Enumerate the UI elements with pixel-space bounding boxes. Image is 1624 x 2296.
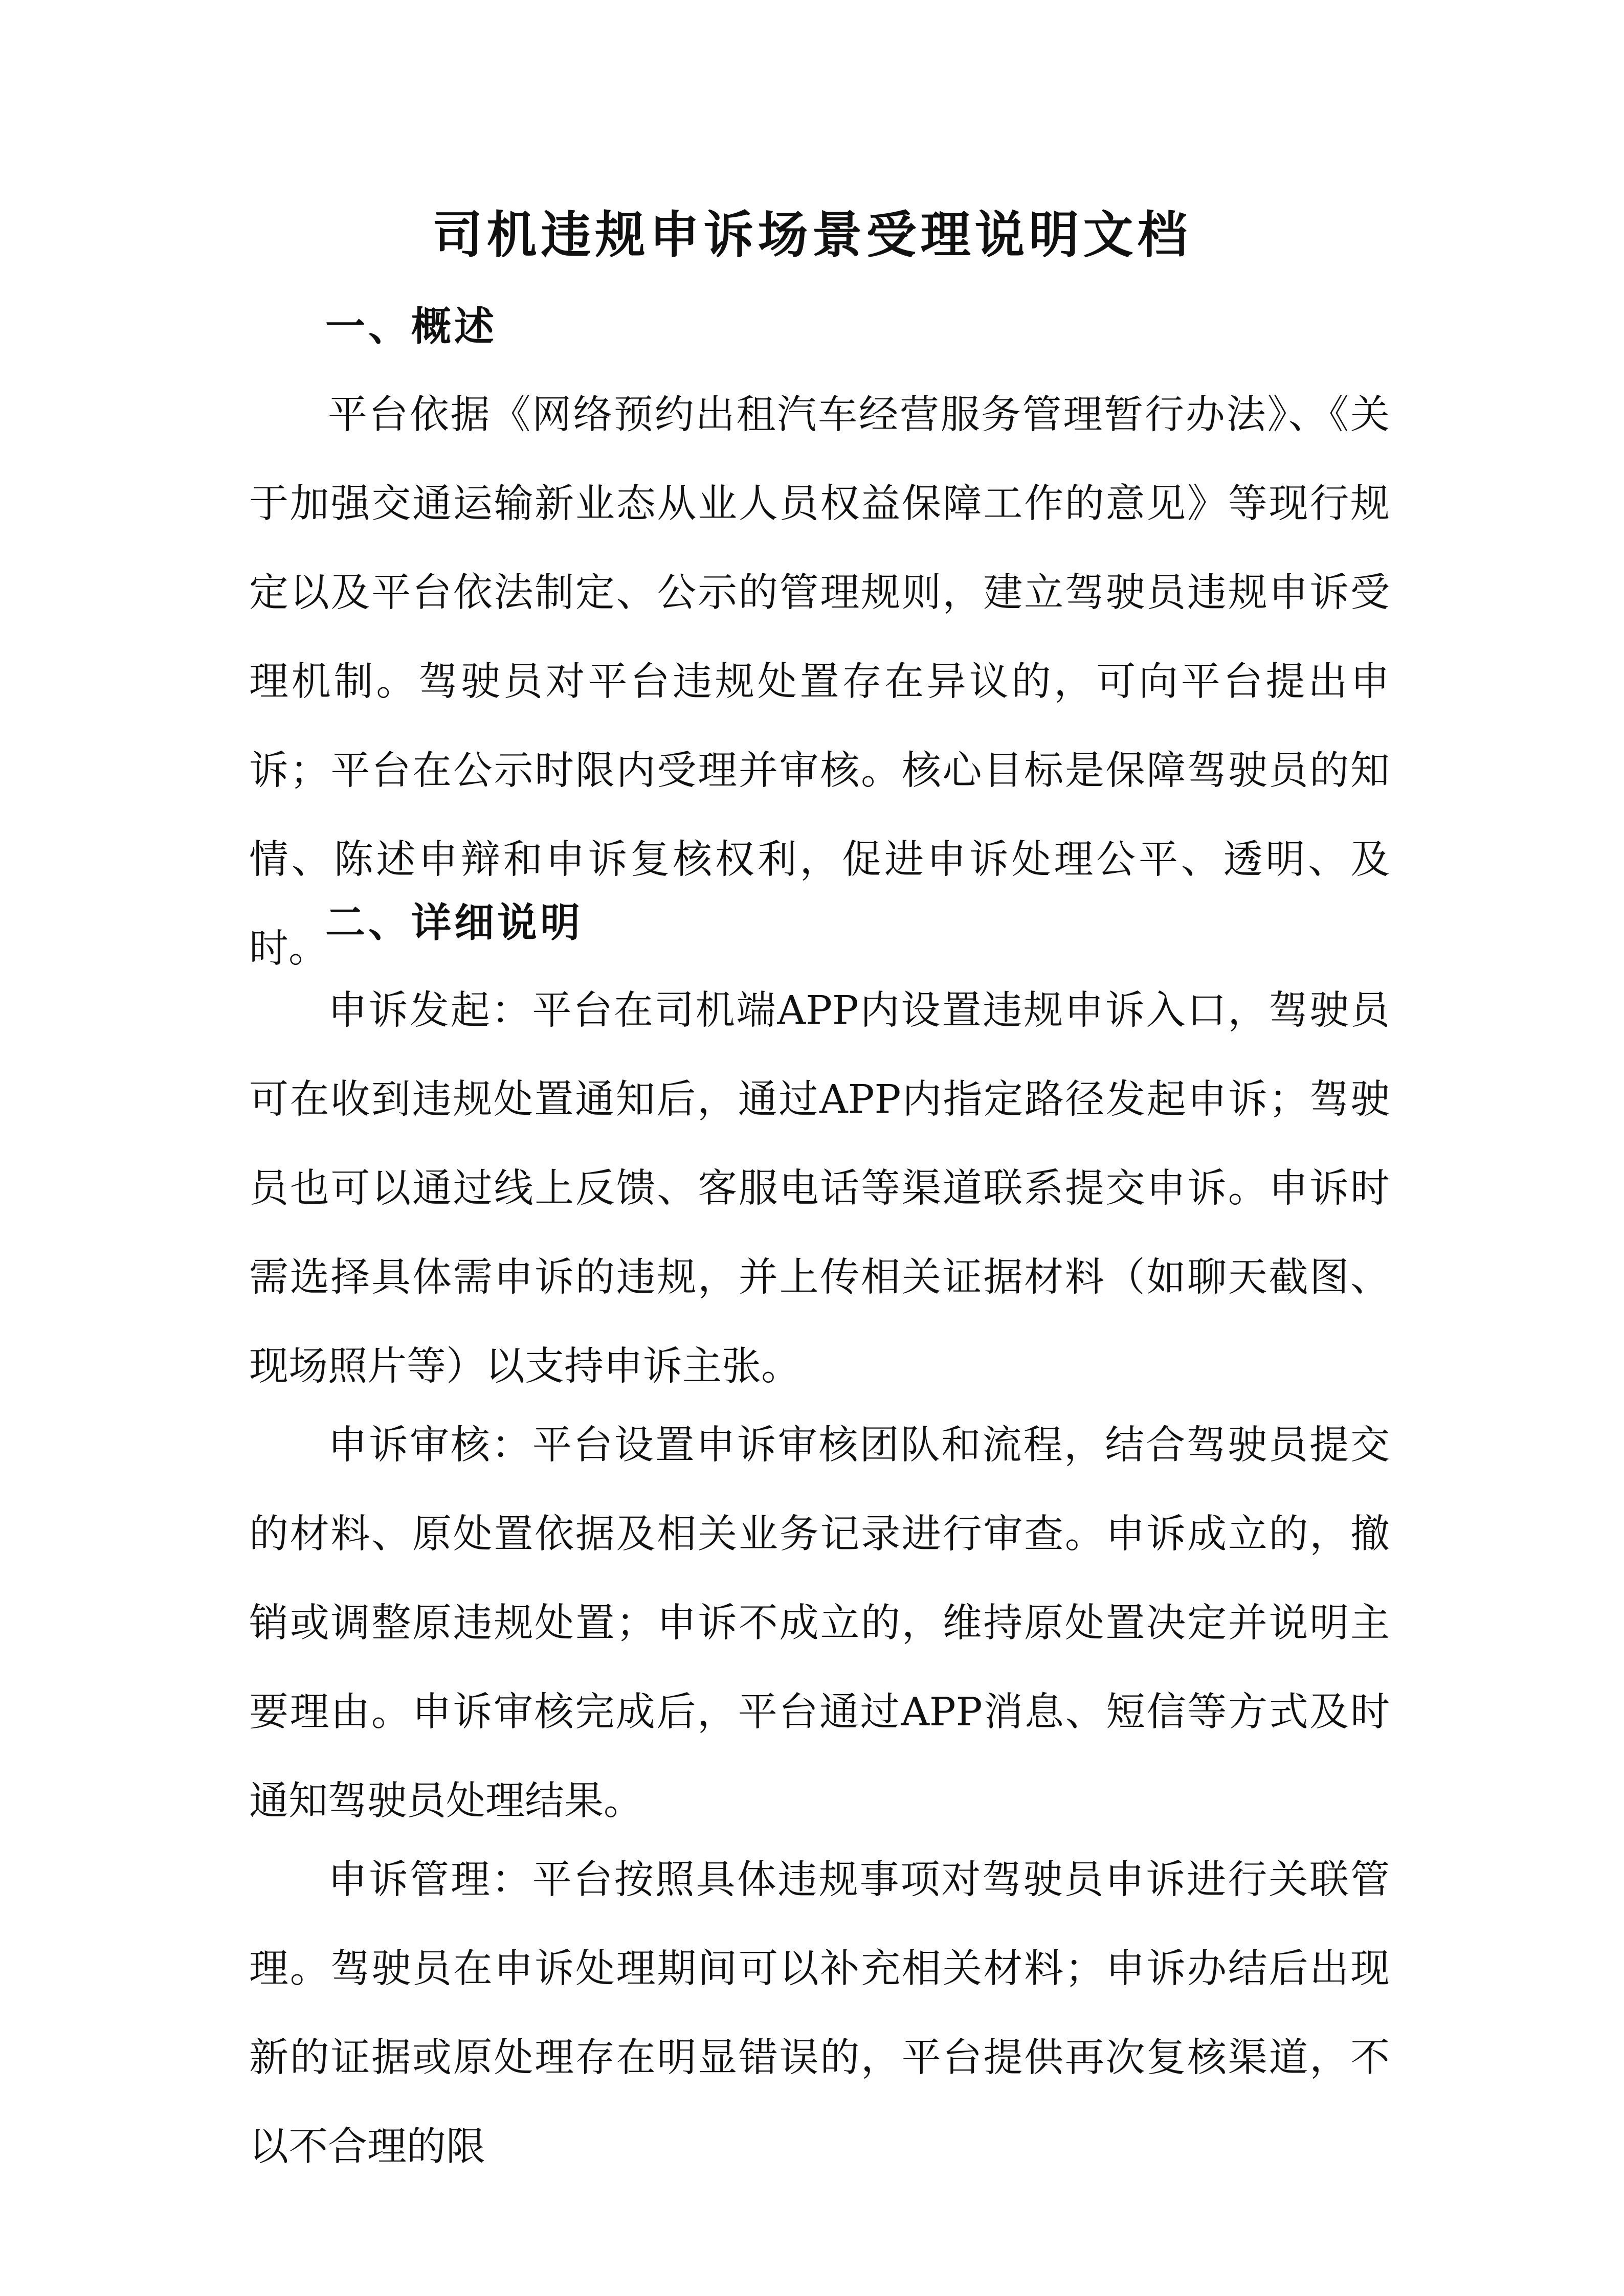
section-heading-overview: 一、概述 [325, 303, 498, 350]
paragraph-appeal-management: 申诉管理：平台按照具体违规事项对驾驶员申诉进行关联管理。驾驶员在申诉处理期间可以补充相关材料；申诉办结后出现新的证据或原处理存在明显错误的，平台提供再次复核渠道，不以不合理的限 [249, 1857, 1390, 2170]
paragraph-overview: 平台依据《网络预约出租汽车经营服务管理暂行办法》、《关于加强交通运输新业态从业人员权益保障工作的意见》等现行规定以及平台依法制定、公示的管理规则，建立驾驶员违规申诉受理机制。驾驶员对平台违规处置存在异议的，可向平台提出申诉；平台在公示时限内受理并审核。核心目标是保障驾驶员的知情、陈述申辩和申诉复核权利，促进申诉处理公平、透明、及时。 [249, 392, 1390, 972]
paragraph-appeal-initiation: 申诉发起：平台在司机端APP内设置违规申诉入口，驾驶员可在收到违规处置通知后，通过APP内指定路径发起申诉；驾驶员也可以通过线上反馈、客服电话等渠道联系提交申诉。申诉时需选择具体需申诉的违规，并上传相关证据材料（如聊天截图、现场照片等）以支持申诉主张。 [249, 988, 1390, 1389]
document-title: 司机违规申诉场景受理说明文档 [432, 206, 1192, 264]
section-heading-details: 二、详细说明 [325, 899, 584, 946]
paragraph-appeal-review: 申诉审核：平台设置申诉审核团队和流程，结合驾驶员提交的材料、原处置依据及相关业务记录进行审查。申诉成立的，撤销或调整原违规处置；申诉不成立的，维持原处置决定并说明主要理由。申诉审核完成后，平台通过APP消息、短信等方式及时通知驾驶员处理结果。 [249, 1423, 1390, 1824]
